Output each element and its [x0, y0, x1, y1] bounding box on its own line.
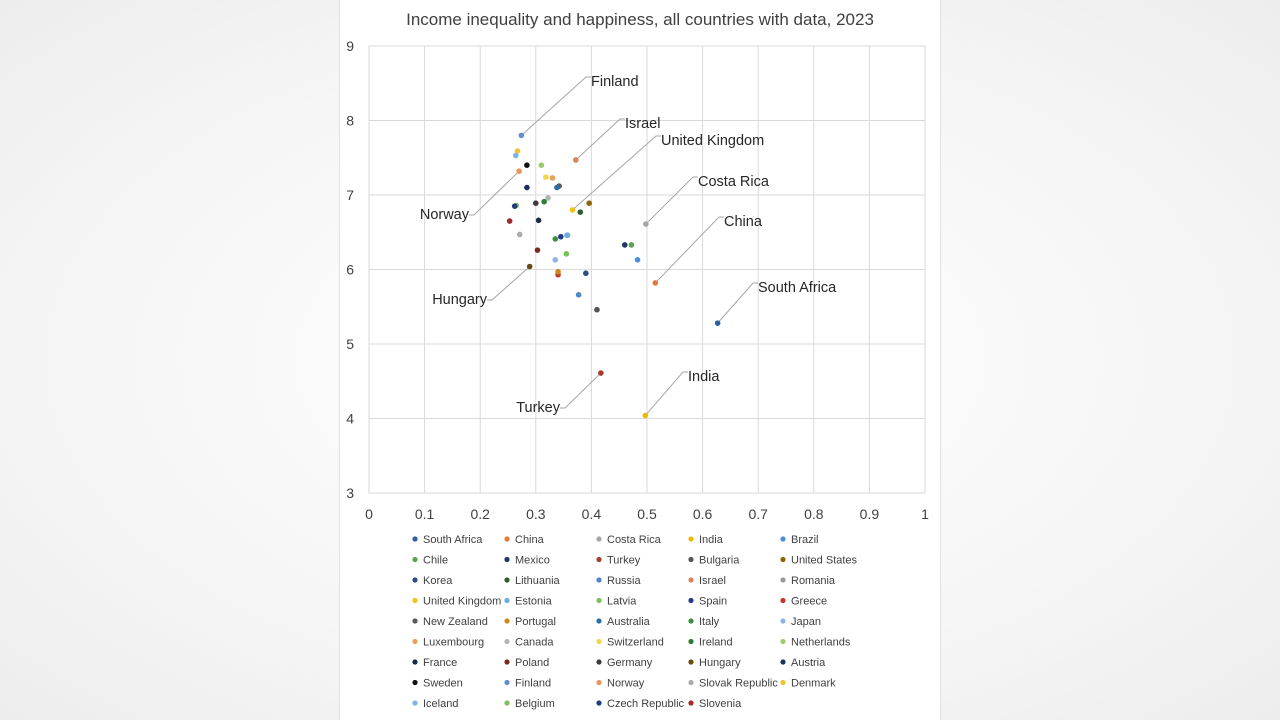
legend-item-france	[412, 657, 457, 669]
legend-label: Spain	[699, 595, 728, 608]
legend-item-new-zealand	[412, 616, 487, 628]
x-tick-label: 0.5	[637, 506, 657, 522]
legend-label: Denmark	[791, 677, 836, 690]
annotation-costa-rica: Costa Rica	[698, 174, 769, 190]
legend-marker	[596, 536, 601, 541]
legend-marker	[412, 577, 417, 582]
legend-label: Lithuania	[515, 575, 560, 587]
point-israel	[573, 157, 579, 163]
legend-item-lithuania	[504, 575, 560, 587]
x-tick-label: 1	[921, 506, 929, 522]
legend-label: Latvia	[607, 595, 637, 608]
legend-marker	[688, 536, 693, 541]
legend-item-denmark	[780, 678, 836, 690]
legend-label: France	[423, 657, 458, 669]
point-hungary	[527, 264, 533, 270]
annotation-india: India	[688, 369, 720, 385]
point-france	[536, 218, 542, 224]
point-china	[653, 280, 659, 286]
x-tick-label: 0.3	[526, 506, 546, 522]
point-norway	[516, 168, 522, 174]
legend-marker	[504, 557, 509, 562]
legend-item-greece	[780, 596, 827, 608]
point-slovenia	[507, 218, 513, 224]
annotation-china: China	[724, 214, 762, 230]
legend-marker	[504, 577, 509, 582]
x-tick-label: 0.1	[414, 506, 435, 522]
legend-item-india	[688, 534, 723, 546]
legend-marker	[504, 618, 509, 623]
annotation-israel: Israel	[625, 116, 661, 132]
legend-item-latvia	[596, 596, 637, 608]
legend-marker	[688, 598, 693, 603]
annotation-south-africa: South Africa	[758, 280, 837, 296]
legend-item-israel	[688, 575, 726, 587]
legend-marker	[412, 680, 417, 685]
point-bulgaria	[594, 307, 600, 313]
point-netherlands	[539, 162, 545, 168]
point-brazil	[635, 257, 641, 263]
point-slovak-republic	[517, 232, 523, 238]
y-axis-ticks	[346, 38, 354, 501]
legend-label: Norway	[607, 677, 645, 690]
legend-marker	[596, 659, 601, 664]
legend-label: Mexico	[515, 554, 550, 567]
point-australia	[554, 185, 560, 191]
legend-label: Israel	[699, 575, 726, 587]
point-czech-republic	[512, 203, 518, 209]
legend-marker	[504, 536, 509, 541]
legend-label: Ireland	[699, 636, 733, 649]
legend-item-hungary	[688, 657, 741, 669]
legend-label: Slovak Republic	[699, 677, 778, 690]
legend-marker	[504, 639, 509, 644]
legend-label: Poland	[515, 657, 550, 669]
x-axis-ticks	[365, 506, 929, 522]
x-tick-label: 0	[365, 506, 373, 522]
legend-label: Bulgaria	[699, 554, 740, 567]
legend-item-iceland	[412, 698, 458, 710]
point-spain	[558, 234, 564, 240]
point-iceland	[513, 153, 519, 159]
x-tick-label: 0.6	[692, 506, 713, 522]
legend-marker	[504, 680, 509, 685]
legend-item-norway	[596, 678, 644, 690]
legend-label: Belgium	[515, 698, 555, 710]
legend-marker	[688, 639, 693, 644]
y-tick-label: 4	[346, 410, 354, 427]
point-japan	[552, 257, 558, 263]
legend-marker	[688, 557, 693, 562]
legend-marker	[688, 700, 693, 705]
legend-item-turkey	[596, 555, 640, 567]
legend-marker	[412, 557, 417, 562]
legend-marker	[412, 700, 417, 705]
legend-item-portugal	[504, 616, 556, 628]
legend-item-sweden	[412, 678, 462, 690]
legend-label: Iceland	[423, 698, 459, 710]
legend-marker	[780, 618, 785, 623]
chart-card	[339, 0, 941, 720]
point-estonia	[564, 232, 570, 238]
point-austria	[524, 185, 530, 191]
y-tick-label: 3	[346, 485, 354, 501]
legend-label: Turkey	[607, 554, 641, 567]
x-tick-label: 0.4	[581, 506, 602, 522]
legend-item-germany	[596, 657, 652, 669]
legend-marker	[780, 680, 785, 685]
legend-marker	[596, 557, 601, 562]
point-italy	[552, 236, 558, 242]
legend-label: Japan	[791, 616, 821, 628]
legend-marker	[780, 557, 785, 562]
legend-item-estonia	[504, 596, 552, 608]
legend-item-slovak-republic	[688, 678, 778, 690]
legend-label: Hungary	[699, 657, 741, 669]
y-tick-label: 6	[346, 261, 354, 278]
legend-marker	[688, 577, 693, 582]
x-tick-label: 0.7	[748, 506, 768, 522]
legend-item-netherlands	[780, 637, 850, 649]
legend-item-costa-rica	[596, 534, 661, 546]
point-turkey	[598, 370, 604, 376]
y-tick-label: 5	[346, 336, 354, 352]
legend-label: Greece	[791, 595, 828, 608]
x-tick-label: 0.9	[859, 506, 880, 522]
legend-item-poland	[504, 657, 549, 669]
legend-label: Sweden	[423, 677, 463, 690]
legend-item-united-states	[780, 555, 857, 567]
point-ireland	[541, 199, 547, 205]
legend-marker	[780, 639, 785, 644]
point-luxembourg	[550, 175, 556, 181]
legend-item-china	[504, 534, 544, 546]
legend-label: Canada	[515, 636, 554, 649]
legend-label: Austria	[791, 657, 826, 669]
legend-item-austria	[780, 657, 826, 669]
legend-label: Costa Rica	[607, 534, 661, 546]
legend-label: China	[515, 534, 544, 546]
legend-label: Italy	[699, 616, 720, 628]
point-germany	[533, 200, 539, 206]
legend-marker	[596, 680, 601, 685]
annotation-norway: Norway	[419, 207, 469, 223]
legend-label: Finland	[515, 677, 552, 690]
annotation-finland: Finland	[591, 74, 639, 90]
legend-item-korea	[412, 575, 453, 587]
point-chile	[629, 242, 635, 248]
legend-label: Australia	[607, 616, 650, 628]
legend-label: United Kingdom	[423, 595, 502, 608]
point-latvia	[564, 251, 570, 257]
y-tick-label: 9	[346, 38, 354, 54]
point-united-kingdom	[570, 207, 576, 213]
legend-item-romania	[780, 575, 836, 587]
legend-label: Estonia	[515, 595, 552, 608]
legend-item-russia	[596, 575, 641, 587]
point-finland	[519, 133, 525, 139]
legend-label: South Africa	[423, 534, 483, 546]
legend-item-slovenia	[688, 698, 742, 710]
point-korea	[583, 270, 589, 276]
point-costa-rica	[643, 221, 649, 227]
legend	[412, 534, 857, 710]
legend-label: Czech Republic	[607, 698, 685, 710]
scatter-chart	[340, 0, 940, 720]
legend-label: Luxembourg	[423, 636, 485, 649]
point-switzerland	[543, 174, 549, 180]
legend-marker	[412, 659, 417, 664]
legend-label: Russia	[607, 575, 641, 587]
point-mexico	[622, 242, 628, 248]
legend-marker	[780, 598, 785, 603]
y-tick-label: 8	[346, 112, 354, 129]
legend-marker	[504, 598, 509, 603]
point-portugal	[555, 269, 561, 275]
legend-item-chile	[412, 555, 448, 567]
legend-item-japan	[780, 616, 821, 628]
legend-marker	[412, 536, 417, 541]
legend-marker	[596, 639, 601, 644]
legend-item-canada	[504, 637, 554, 649]
point-lithuania	[577, 209, 583, 215]
legend-item-australia	[596, 616, 650, 628]
point-united-states	[586, 200, 592, 206]
point-south-africa	[715, 320, 721, 326]
legend-label: Romania	[791, 575, 836, 587]
y-tick-label: 7	[346, 187, 354, 203]
legend-label: New Zealand	[423, 616, 488, 628]
legend-item-switzerland	[596, 637, 663, 649]
legend-item-italy	[688, 616, 719, 628]
legend-item-mexico	[504, 555, 549, 567]
legend-item-united-kingdom	[412, 596, 501, 608]
legend-marker	[596, 618, 601, 623]
point-poland	[535, 247, 541, 253]
legend-item-finland	[504, 678, 551, 690]
legend-item-south-africa	[412, 534, 483, 546]
legend-label: Brazil	[791, 534, 819, 546]
legend-label: India	[699, 534, 723, 546]
legend-label: Netherlands	[791, 636, 851, 649]
legend-marker	[780, 536, 785, 541]
chart-title: Income inequality and happiness, all countries with data, 2023	[406, 10, 874, 29]
legend-label: Slovenia	[699, 698, 742, 710]
legend-marker	[412, 639, 417, 644]
point-russia	[576, 292, 582, 298]
legend-marker	[688, 680, 693, 685]
point-sweden	[524, 162, 530, 168]
legend-marker	[596, 598, 601, 603]
legend-item-luxembourg	[412, 637, 484, 649]
legend-label: Germany	[607, 657, 653, 669]
legend-marker	[504, 700, 509, 705]
legend-marker	[412, 618, 417, 623]
x-tick-label: 0.8	[804, 506, 824, 522]
legend-item-bulgaria	[688, 555, 740, 567]
legend-marker	[412, 598, 417, 603]
legend-label: Chile	[423, 554, 449, 567]
annotation-united-kingdom: United Kingdom	[661, 133, 765, 149]
legend-item-czech-republic	[596, 698, 684, 710]
x-tick-label: 0.2	[470, 506, 490, 522]
legend-marker	[596, 577, 601, 582]
plot-grid	[369, 46, 925, 493]
legend-marker	[688, 618, 693, 623]
legend-marker	[504, 659, 509, 664]
legend-marker	[780, 577, 785, 582]
legend-label: United States	[791, 554, 858, 567]
legend-marker	[596, 700, 601, 705]
point-india	[643, 413, 649, 419]
legend-label: Korea	[423, 575, 453, 587]
legend-marker	[780, 659, 785, 664]
annotation-hungary: Hungary	[432, 292, 487, 308]
legend-label: Portugal	[515, 616, 556, 628]
legend-item-brazil	[780, 534, 818, 546]
legend-item-spain	[688, 596, 727, 608]
legend-item-ireland	[688, 637, 732, 649]
legend-item-belgium	[504, 698, 554, 710]
legend-label: Switzerland	[607, 636, 664, 649]
annotation-turkey: Turkey	[516, 400, 560, 416]
legend-marker	[688, 659, 693, 664]
